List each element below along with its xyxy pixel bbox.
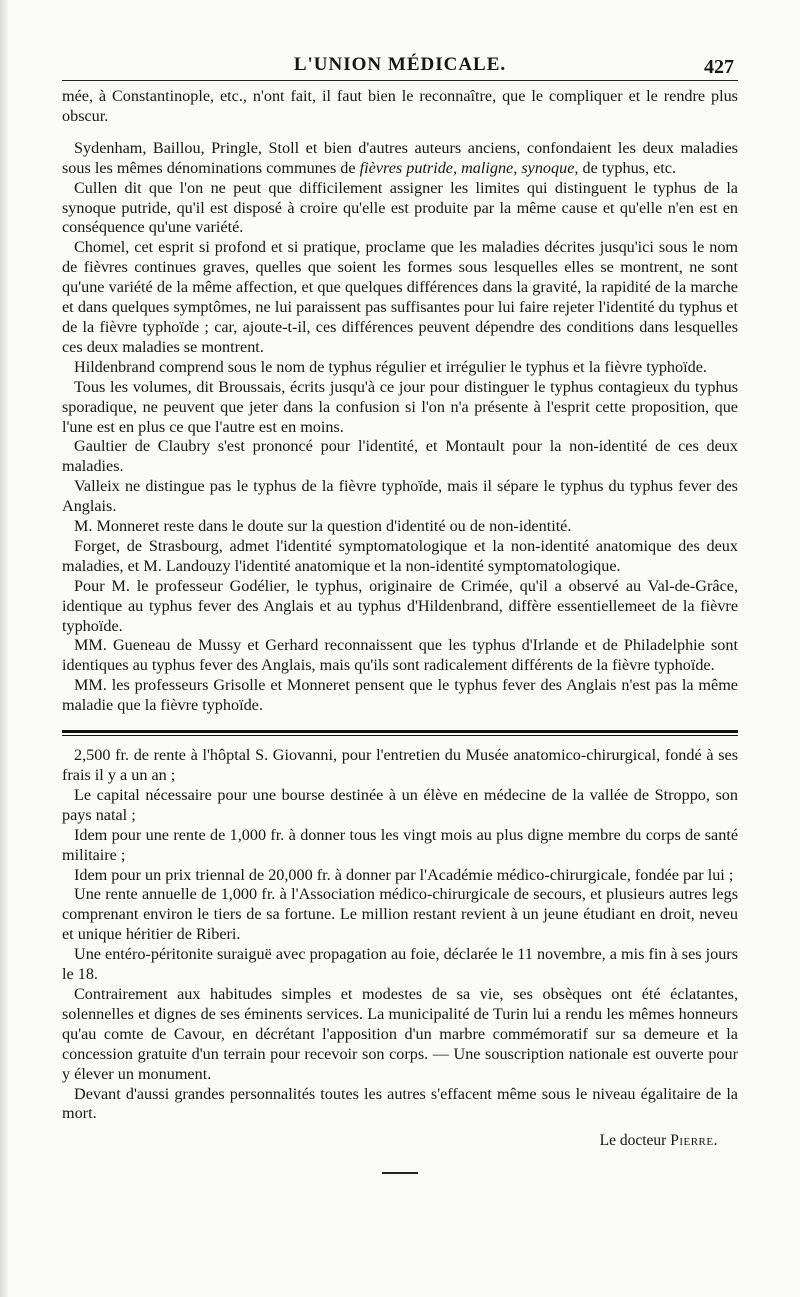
page-number: 427 [704, 56, 734, 78]
paragraph-chomel: Chomel, cet esprit si profond et si pratique, proclame que les maladies décrites jusqu'ici sous le nom de fièvres continues graves, quelles que soient les formes sous lesquelles elles se montrent, ne sont qu'une variété de la même affection, et que quelques différences dans la gravité, la rapidité de la marche et dans quelques symptômes, ne lui paraissent pas suffisantes pour lui faire rejeter l'identité du typhus et de la fièvre typhoïde ; car, ajoute-t-il, ces différences peuvent dépendre des conditions dans lesquelles ces deux maladies se montrent. [62, 238, 738, 356]
paragraph-sydenham: Sydenham, Baillou, Pringle, Stoll et bien d'autres auteurs anciens, confondaient les deux maladies sous les mêmes dénominations communes de fièvres putride, maligne, synoque, de typhus, etc. [62, 138, 738, 177]
footer-rule [382, 1172, 418, 1174]
paragraph-obseques: Contrairement aux habitudes simples et modestes de sa vie, ses obsèques ont été éclatantes, solennelles et dignes de ses éminents services. La municipalité de Turin lui a rendu les mêmes honneurs qu'au comte de Cavour, en décrétant l'apposition d'un marbre commémoratif sur sa demeure et la concession gratuite d'un terrain pour recevoir son corps. — Une souscription nationale est ouverte pour y élever un monument. [62, 984, 738, 1083]
paragraph-personnalites: Devant d'aussi grandes personnalités toutes les autres s'effacent même sous le niveau égalitaire de la mort. [62, 1084, 738, 1123]
paragraph-hildenbrand: Hildenbrand comprend sous le nom de typhus régulier et irrégulier le typhus et la fièvre typhoïde. [74, 357, 707, 376]
signature-name: Pierre. [670, 1132, 718, 1150]
paragraph-idem-prix: Idem pour un prix triennal de 20,000 fr. à donner par l'Académie médico-chirurgicale, fondée par lui ; [74, 865, 734, 884]
paragraph-forget: Forget, de Strasbourg, admet l'identité symptomatologique et la non-identité anatomique des deux maladies, et M. Landouzy l'identité anatomique et la non-identité symptomatologique. [62, 536, 738, 575]
paragraph-idem-rente: Idem pour une rente de 1,000 fr. à donner tous les vingt mois au plus digne membre du corps de santé militaire ; [62, 825, 738, 864]
paragraph-gap [62, 127, 738, 139]
paragraph-enteritis: Une entéro-péritonite suraiguë avec propagation au foie, déclarée le 11 novembre, a mis fin à ses jours le 18. [62, 945, 738, 984]
paragraph-gaultier: Gaultier de Claubry s'est prononcé pour l'identité, et Montault pour la non-identité de ces deux maladies. [62, 437, 738, 476]
paragraph-cullen: Cullen dit que l'on ne peut que difficilement assigner les limites qui distinguent le typhus de la synoque putride, qu'il est disposé à croire qu'elle est produite par la même cause et qu'elle n'en est en conséquence qu'une variété. [62, 178, 738, 237]
paragraph-godelier: Pour M. le professeur Godélier, le typhus, originaire de Crimée, qu'il a observé au Val-de-Grâce, identique au typhus fever des Anglais et au typhus d'Hildenbrand, diffère essentiellemeet de la fièvre typhoïde. [62, 576, 738, 635]
signature-prefix: Le docteur [599, 1132, 667, 1150]
paragraph-continuation: mée, à Constantinople, etc., n'ont fait, il faut bien le reconnaître, que le compliquer et le rendre plus obscur. [62, 87, 738, 125]
italic-fevers: fièvres putride, maligne, synoque, [359, 158, 579, 177]
paragraph-monneret: M. Monneret reste dans le doute sur la question d'identité ou de non-identité. [74, 517, 572, 536]
paragraph-gueneau: MM. Gueneau de Mussy et Gerhard reconnaissent que les typhus d'Irlande et de Philadelphie sont identiques au typhus fever des Anglais, mais qu'ils sont radicalement différents de la fièvre typhoïde. [62, 636, 738, 675]
paragraph-giovanni: 2,500 fr. de rente à l'hôptal S. Giovanni, pour l'entretien du Musée anatomico-chirurgical, fondé à ses frais il y a un an ; [62, 746, 738, 784]
paragraph-broussais: Tous les volumes, dit Broussais, écrits jusqu'à ce jour pour distinguer le typhus contagieux du typhus sporadique, ne peuvent que jeter dans la confusion si l'on n'a présente à l'esprit cette proposition, que l'une est en plus ce que l'autre est en moins. [62, 377, 738, 436]
running-title: L'UNION MÉDICALE. [293, 54, 507, 75]
paragraph-valleix: Valleix ne distingue pas le typhus de la fièvre typhoïde, mais il sépare le typhus du typhus fever des Anglais. [62, 477, 738, 516]
paragraph-bourse: Le capital nécessaire pour une bourse destinée à un élève en médecine de la vallée de Stroppo, son pays natal ; [62, 785, 738, 824]
page-header [62, 46, 738, 80]
article-bottom [62, 746, 738, 1124]
paragraph-association: Une rente annuelle de 1,000 fr. à l'Association médico-chirurgicale de secours, et plusieurs autres legs comprenant environ le tiers de sa fortune. Le million restant revient à un jeune étudiant en droit, neveu et unique héritier de Riberi. [62, 885, 738, 944]
paragraph-grisolle: MM. les professeurs Grisolle et Monneret pensent que le typhus fever des Anglais n'est pas la même maladie que la fièvre typhoïde. [62, 676, 738, 715]
section-divider [62, 730, 738, 736]
article-top [62, 87, 738, 716]
signature [62, 1132, 718, 1150]
header-rule [62, 80, 738, 81]
